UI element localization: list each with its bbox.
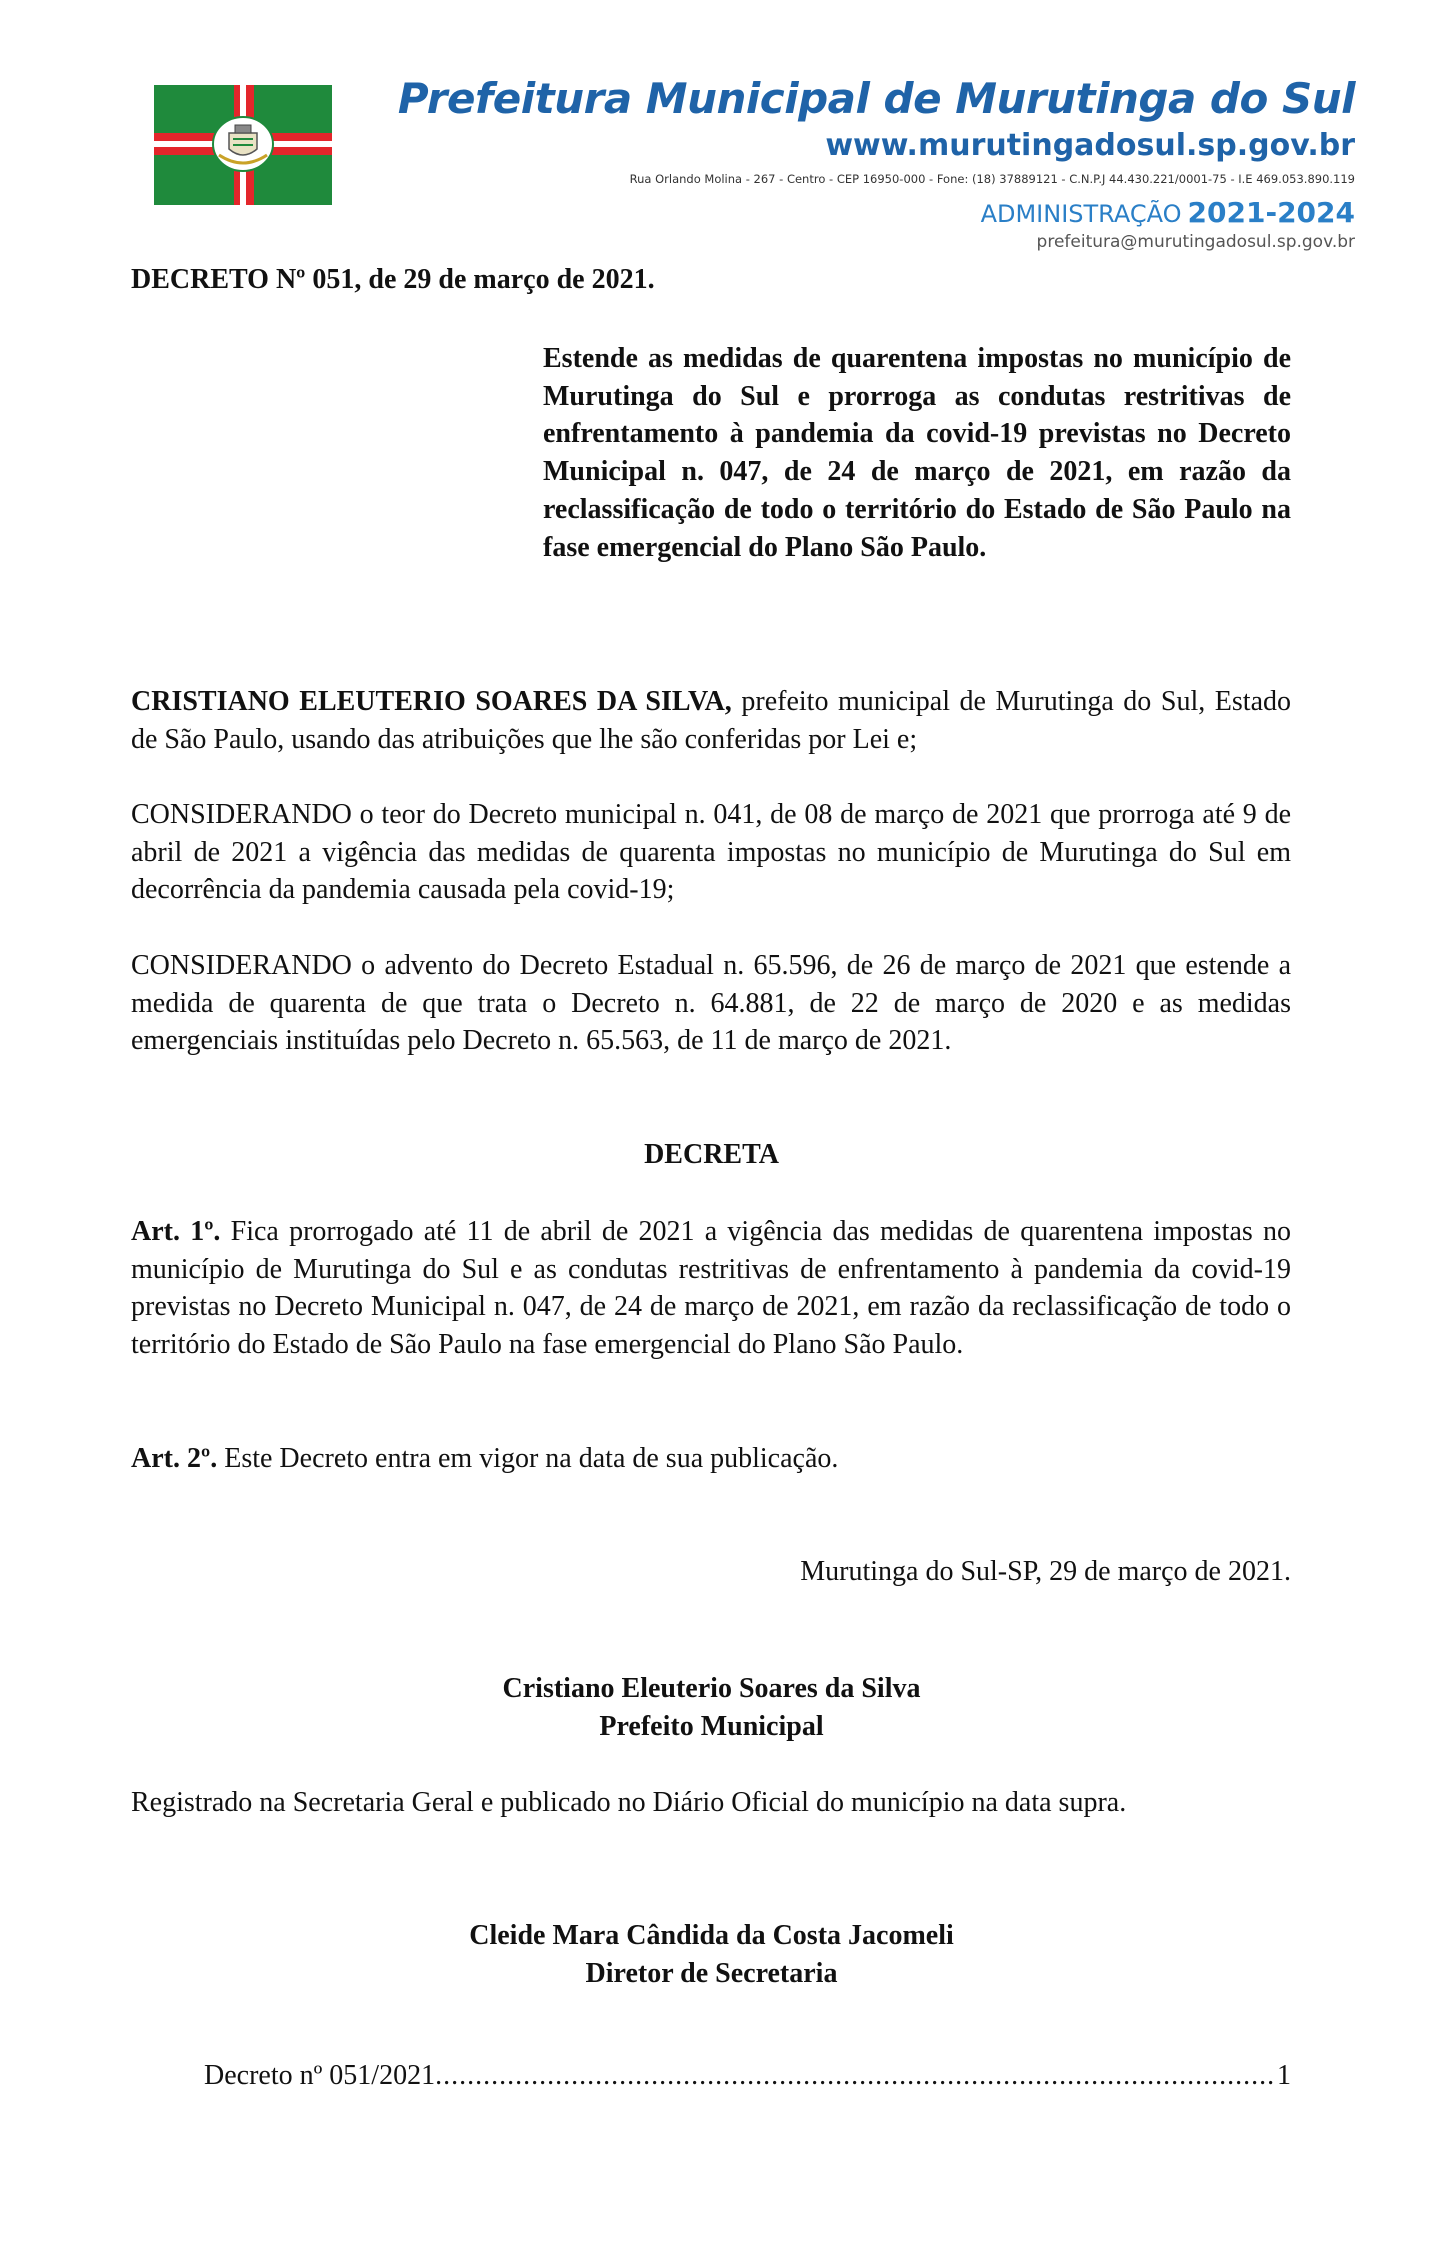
address-line: Rua Orlando Molina - 267 - Centro - CEP 16950-000 - Fone: (18) 37889121 - C.N.P.J 44.430.221/0001-75 - I.E 469.053.890.119 — [629, 172, 1355, 186]
administration-label — [981, 196, 1355, 229]
signer-2-name: Cleide Mara Cândida da Costa Jacomeli — [469, 1920, 954, 1951]
place-and-date: Murutinga do Sul-SP, 29 de março de 2021. — [800, 1556, 1291, 1587]
footer-doc-ref: Decreto nº 051/2021 — [204, 2060, 436, 2091]
mayor-signature-block — [0, 1670, 1423, 1746]
prefeitura-title: Prefeitura Municipal de Murutinga do Sul — [397, 74, 1355, 123]
registration-paragraph: Registrado na Secretaria Geral e publicado no Diário Oficial do município na data supra. — [131, 1787, 1127, 1818]
signer-2-role: Diretor de Secretaria — [585, 1958, 838, 1989]
preamble-text: prefeito municipal de Murutinga do Sul, Estado de São Paulo, usando das atribuições que lhe são conferidas por Lei e; — [131, 686, 1291, 755]
article-2 — [131, 1440, 1291, 1478]
admin-years: 2021-2024 — [1187, 196, 1355, 229]
decreta-heading: DECRETA — [644, 1139, 779, 1170]
article-1 — [131, 1213, 1291, 1363]
mayor-name: CRISTIANO ELEUTERIO SOARES DA SILVA, — [131, 686, 732, 717]
decree-ementa: Estende as medidas de quarentena impostas no município de Murutinga do Sul e prorroga as condutas restritivas de enfrentamento à pandemia da covid-19 previstas no Decreto Municipal n. 047, de 24 de março de 2021, em razão da reclassificação de todo o território do Estado de São Paulo na fase emergencial do Plano São Paulo. — [543, 343, 1291, 563]
secretary-signature-block — [0, 1917, 1423, 1993]
article-2-label: Art. 2º. — [131, 1443, 218, 1474]
article-1-text: Fica prorrogado até 11 de abril de 2021 a vigência das medidas de quarentena impostas no município de Murutinga do Sul e as condutas restritivas de enfrentamento à pandemia da covid-19 previstas no Decreto Municipal n. 047, de 24 de março de 2021, em razão da reclassificação de todo o território do Estado de São Paulo na fase emergencial do Plano São Paulo. — [131, 1216, 1291, 1360]
coat-of-arms-icon — [211, 115, 275, 173]
admin-text: ADMINISTRAÇÃO — [980, 200, 1182, 228]
email-address: prefeitura@murutingadosul.sp.gov.br — [1036, 232, 1355, 252]
decree-number-heading: DECRETO Nº 051, de 29 de março de 2021. — [131, 264, 655, 295]
considerando-paragraph-1: CONSIDERANDO o teor do Decreto municipal n. 041, de 08 de março de 2021 que prorroga até 9 de abril de 2021 a vigência das medidas de quarenta impostas no município de Murutinga do Sul em decorrência da pandemia causada pela covid-19; — [131, 799, 1291, 905]
article-2-text: Este Decreto entra em vigor na data de sua publicação. — [217, 1443, 839, 1474]
municipal-flag-logo — [154, 85, 332, 205]
preamble-paragraph — [131, 683, 1291, 758]
footer-page-number: 1 — [1277, 2060, 1291, 2091]
footer-leader-dots — [435, 2060, 1277, 2092]
page-footer — [204, 2060, 1291, 2092]
considerando-paragraph-2: CONSIDERANDO o advento do Decreto Estadual n. 65.596, de 26 de março de 2021 que estende a medida de quarenta de que trata o Decreto n. 64.881, de 22 de março de 2020 e as medidas emergenciais instituídas pelo Decreto n. 65.563, de 11 de março de 2021. — [131, 950, 1291, 1056]
website-url: www.murutingadosul.sp.gov.br — [825, 128, 1355, 163]
signer-1-role: Prefeito Municipal — [599, 1711, 824, 1742]
article-1-label: Art. 1º. — [131, 1216, 221, 1247]
signer-1-name: Cristiano Eleuterio Soares da Silva — [502, 1673, 921, 1704]
